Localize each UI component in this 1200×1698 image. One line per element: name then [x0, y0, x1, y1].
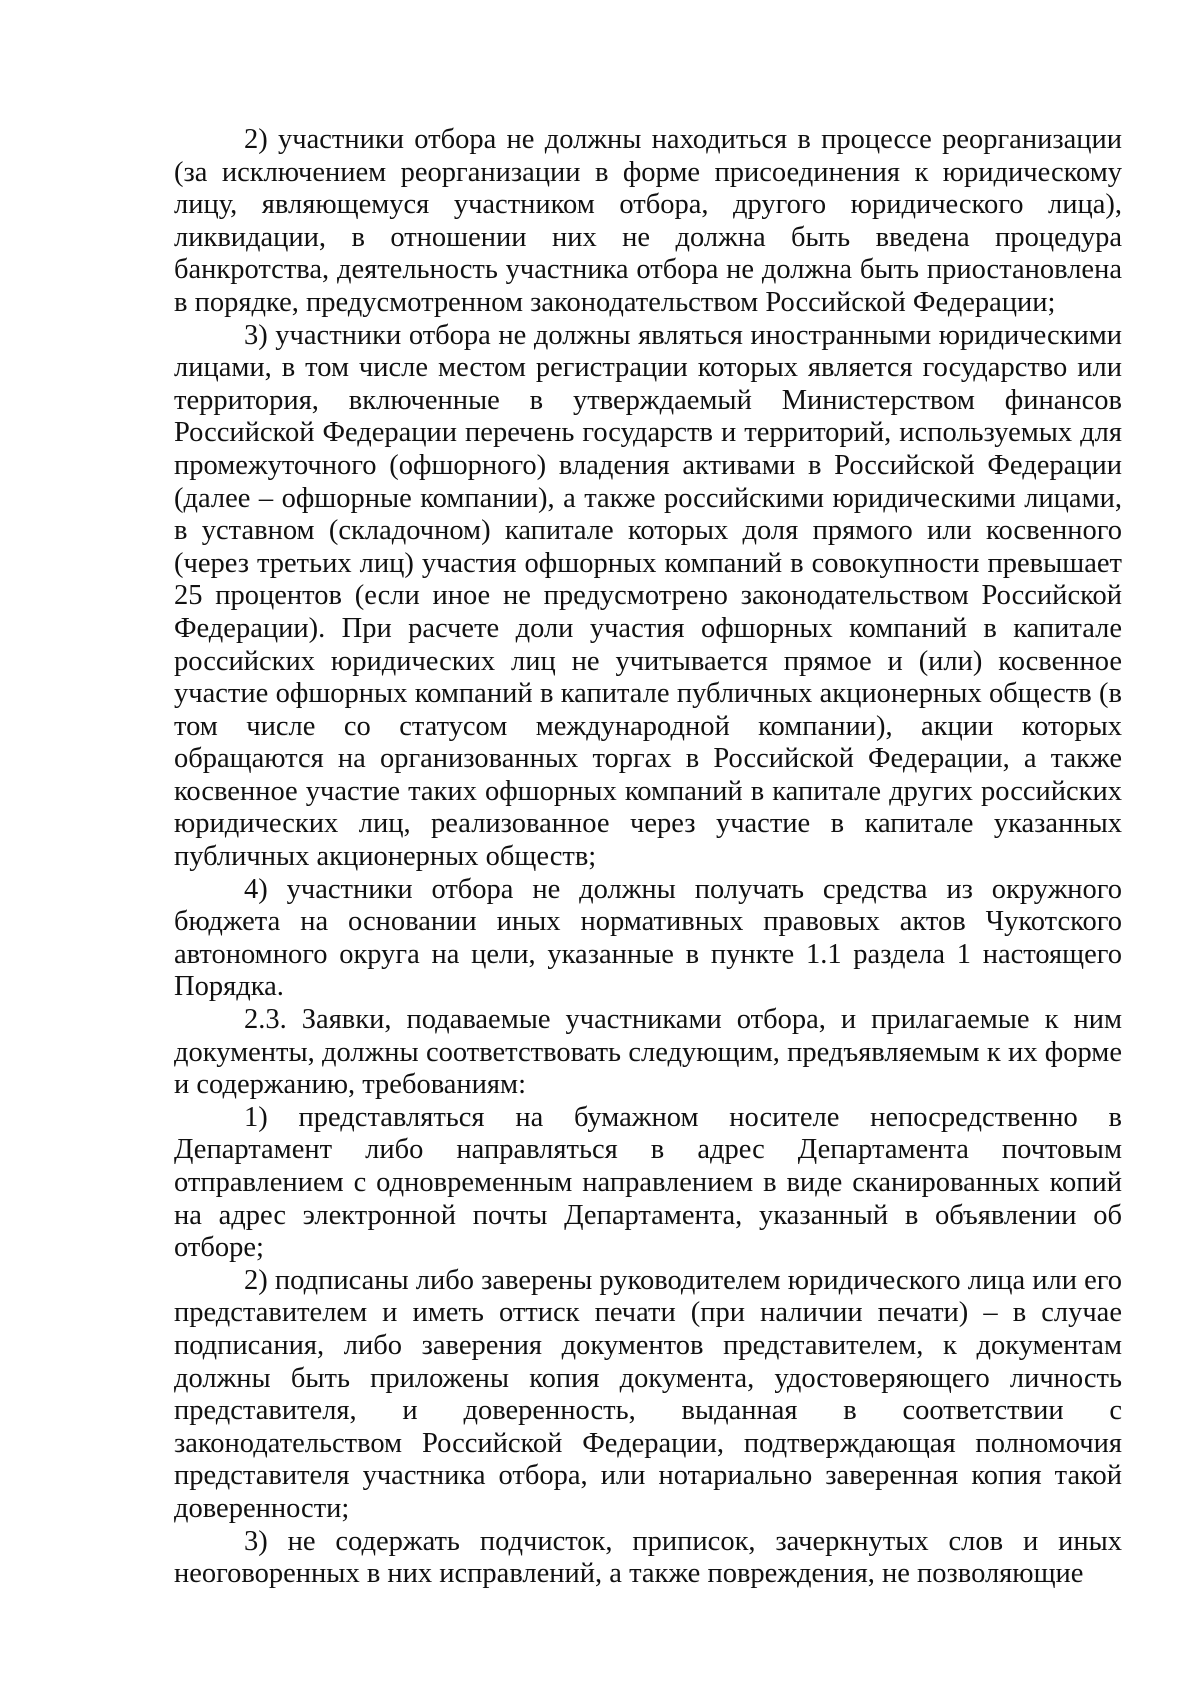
- paragraph-item-3-offshore: 3) участники отбора не должны являться иностранными юридическими лицами, в том числе местом регистрации которых является государство или территория, включенные в утверждаемый Министерством финансов Российской Федерации перечень государств и территорий, используемых для промежуточного (офшорного) владения активами в Российской Федерации (далее – офшорные компании), а также российскими юридическими лицами, в уставном (складочном) капитале которых доля прямого или косвенного (через третьих лиц) участия офшорных компаний в совокупности превышает 25 процентов (если иное не предусмотрено законодательством Российской Федерации). При расчете доли участия офшорных компаний в капитале российских юридических лиц не учитывается прямое и (или) косвенное участие офшорных компаний в капитале публичных акционерных обществ (в том числе со статусом международной компании), акции которых обращаются на организованных торгах в Российской Федерации, а также косвенное участие таких офшорных компаний в капитале других российских юридических лиц, реализованное через участие в капитале указанных публичных акционерных обществ;: [174, 319, 1122, 873]
- document-body: [174, 124, 1122, 1591]
- paragraph-section-2-3: 2.3. Заявки, подаваемые участниками отбора, и прилагаемые к ним документы, должны соответствовать следующим, предъявляемым к их форме и содержанию, требованиям:: [174, 1004, 1122, 1101]
- paragraph-requirement-2: 2) подписаны либо заверены руководителем юридического лица или его представителем и иметь оттиск печати (при наличии печати) – в случае подписания, либо заверения документов представителем, к документам должны быть приложены копия документа, удостоверяющего личность представителя, и доверенность, выданная в соответствии с законодательством Российской Федерации, подтверждающая полномочия представителя участника отбора, или нотариально заверенная копия такой доверенности;: [174, 1264, 1122, 1524]
- paragraph-item-4-budget: 4) участники отбора не должны получать средства из окружного бюджета на основании иных нормативных правовых актов Чукотского автономного округа на цели, указанные в пункте 1.1 раздела 1 настоящего Порядка.: [174, 873, 1122, 1003]
- paragraph-requirement-1: 1) представляться на бумажном носителе непосредственно в Департамент либо направляться в адрес Департамента почтовым отправлением с одновременным направлением в виде сканированных копий на адрес электронной почты Департамента, указанный в объявлении об отборе;: [174, 1101, 1122, 1264]
- paragraph-item-2-reorganization: 2) участники отбора не должны находиться в процессе реорганизации (за исключением реорганизации в форме присоединения к юридическому лицу, являющемуся участником отбора, другого юридического лица), ликвидации, в отношении них не должна быть введена процедура банкротства, деятельность участника отбора не должна быть приостановлена в порядке, предусмотренном законодательством Российской Федерации;: [174, 124, 1122, 318]
- paragraph-requirement-3: 3) не содержать подчисток, приписок, зачеркнутых слов и иных неоговоренных в них исправлений, а также повреждения, не позволяющие: [174, 1525, 1122, 1590]
